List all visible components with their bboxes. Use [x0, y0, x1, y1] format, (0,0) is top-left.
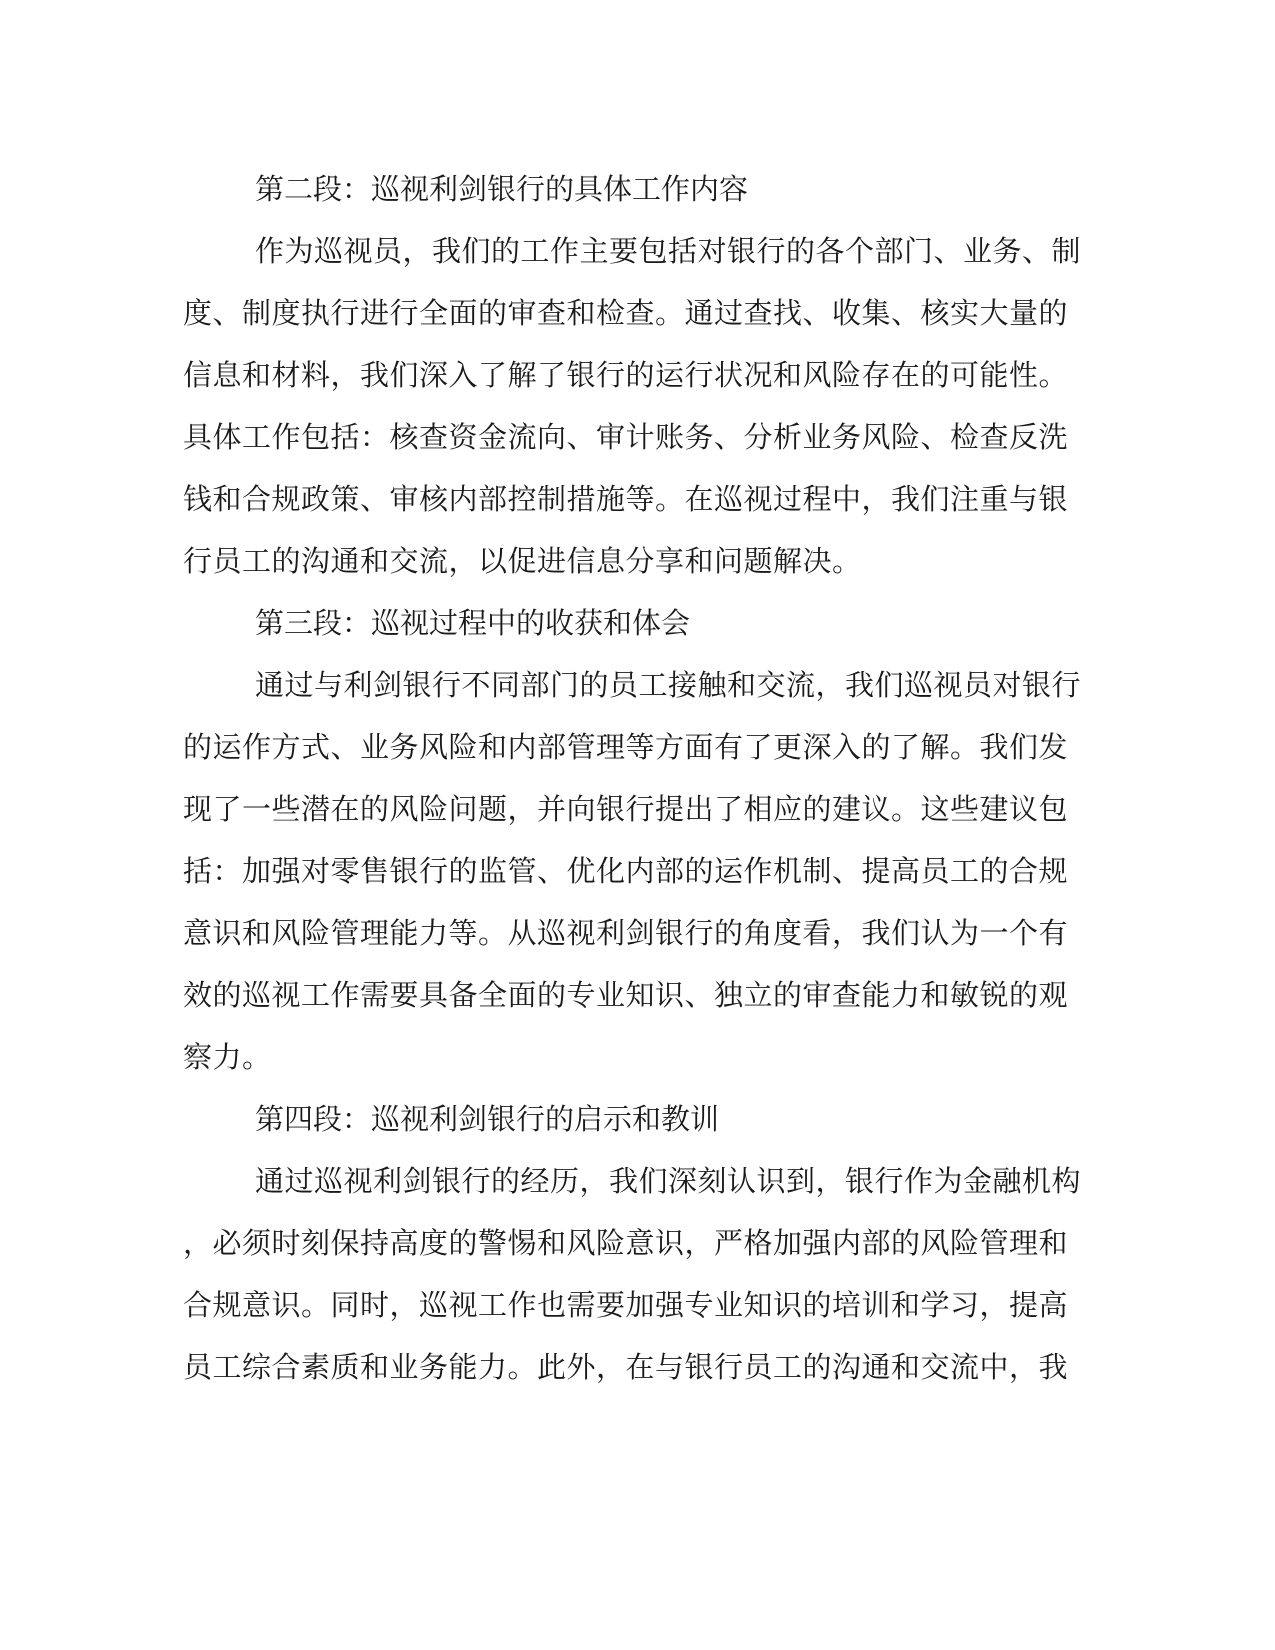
paragraph-line: 钱和合规政策、审核内部控制措施等。在巡视过程中，我们注重与银: [183, 482, 1069, 516]
paragraph-line: 信息和材料，我们深入了解了银行的运行状况和风险存在的可能性。: [183, 358, 1069, 392]
paragraph-line: 意识和风险管理能力等。从巡视利剑银行的角度看，我们认为一个有: [183, 916, 1069, 950]
paragraph-line: 作为巡视员，我们的工作主要包括对银行的各个部门、业务、制: [255, 234, 1082, 268]
document-body: [183, 158, 1082, 1398]
paragraph-line: 具体工作包括：核查资金流向、审计账务、分析业务风险、检查反洗: [183, 420, 1069, 454]
paragraph-line: 括：加强对零售银行的监管、优化内部的运作机制、提高员工的合规: [183, 854, 1069, 888]
paragraph-line: 通过与利剑银行不同部门的员工接触和交流，我们巡视员对银行: [255, 668, 1082, 702]
section-heading: 第三段：巡视过程中的收获和体会: [255, 606, 691, 640]
paragraph-line: 效的巡视工作需要具备全面的专业知识、独立的审查能力和敏锐的观: [183, 978, 1069, 1012]
paragraph-line: 员工综合素质和业务能力。此外，在与银行员工的沟通和交流中，我: [183, 1350, 1069, 1384]
section-heading: 第二段：巡视利剑银行的具体工作内容: [255, 172, 749, 206]
section-heading: 第四段：巡视利剑银行的启示和教训: [255, 1102, 720, 1136]
paragraph-line: 察力。: [183, 1040, 272, 1074]
paragraph-line: 通过巡视利剑银行的经历，我们深刻认识到，银行作为金融机构: [255, 1164, 1082, 1198]
paragraph-line: 合规意识。同时，巡视工作也需要加强专业知识的培训和学习，提高: [183, 1288, 1069, 1322]
paragraph-line: 的运作方式、业务风险和内部管理等方面有了更深入的了解。我们发: [183, 730, 1069, 764]
paragraph-line: 行员工的沟通和交流，以促进信息分享和问题解决。: [183, 544, 862, 578]
paragraph-line: 现了一些潜在的风险问题，并向银行提出了相应的建议。这些建议包: [183, 792, 1069, 826]
paragraph-line: 度、制度执行进行全面的审查和检查。通过查找、收集、核实大量的: [183, 296, 1069, 330]
paragraph-line: ，必须时刻保持高度的警惕和风险意识，严格加强内部的风险管理和: [183, 1226, 1069, 1260]
